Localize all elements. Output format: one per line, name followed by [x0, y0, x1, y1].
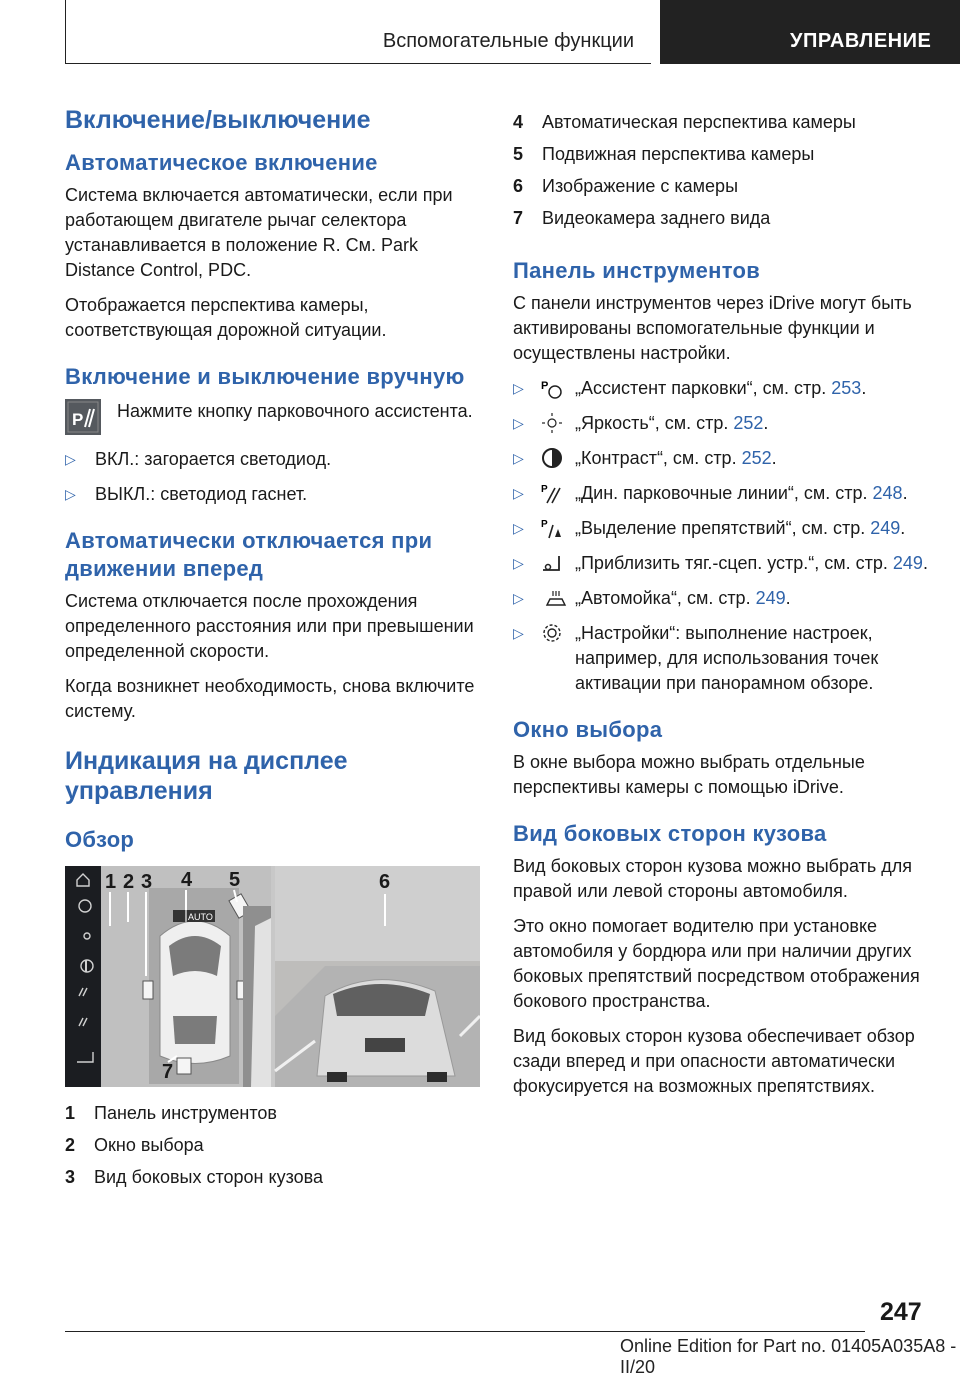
list-item: ▷ ВКЛ.: загорается светодиод.: [65, 447, 480, 472]
paragraph-auto-on-2: Отображается перспектива камеры, соответствующая дорожной ситуации.: [65, 295, 387, 340]
auto-badge: AUTO: [188, 912, 213, 922]
triangle-bullet-icon: ▷: [513, 590, 524, 606]
triangle-bullet-icon: ▷: [513, 520, 524, 536]
callout-3: 3: [141, 871, 153, 893]
list-item: 2 Окно выбора: [65, 1135, 204, 1155]
svg-text:P: P: [541, 380, 549, 392]
triangle-bullet-icon: ▷: [513, 450, 524, 466]
heading-toolbar: Панель инструментов: [513, 258, 761, 283]
list-item: ▷ P „Выделение препятствий“, см. стр. 249.: [513, 516, 928, 541]
list-item: ▷ „Автомойка“, см. стр. 249.: [513, 586, 928, 611]
list-item: ▷ P „Ассистент парковки“, см. стр. 253.: [513, 376, 928, 401]
figure-legend-right: [513, 110, 928, 231]
list-item: ▷ „Контраст“, см. стр. 252.: [513, 446, 928, 471]
park-assist-button-icon: [65, 399, 101, 435]
triangle-bullet-icon: ▷: [65, 486, 76, 502]
triangle-bullet-icon: ▷: [513, 555, 524, 571]
callout-4: 4: [181, 869, 193, 891]
list-item: 7 Видеокамера заднего вида: [513, 208, 771, 228]
parking-assistant-icon: [541, 377, 563, 399]
triangle-bullet-icon: ▷: [513, 415, 524, 431]
paragraph-auto-off-1: Система отключается после прохождения определенного расстояния или при превышении определенной скорости.: [65, 591, 474, 661]
svg-text:P: P: [72, 410, 84, 429]
list-item: ▷ „Яркость“, см. стр. 252.: [513, 411, 928, 436]
paragraph-side-2: Это окно помогает водителю при установке автомобиля у бордюра или при наличии других боковых препятствий посредством отображения бокового пространства.: [513, 916, 920, 1011]
list-item: ▷ „Настройки“: выполнение настроек, например, для использования точек активации при панорамном обзоре.: [513, 623, 879, 693]
footer-rule: [65, 1331, 865, 1332]
callout-6: 6: [379, 871, 391, 893]
page-number: 247: [880, 1298, 922, 1326]
right-column: [513, 110, 928, 1109]
trailer-hitch-icon: [541, 552, 563, 574]
callout-1: 1: [105, 871, 117, 893]
heading-auto-off: Автоматически отключается при движении вперед: [65, 528, 433, 581]
edition-note: Online Edition for Part no. 01405A035A8 - II/20: [620, 1336, 957, 1377]
triangle-bullet-icon: ▷: [65, 451, 76, 467]
header-section-title: Вспомогательные функции: [382, 30, 634, 52]
heading-on-off: Включение/выключение: [65, 106, 371, 134]
car-wash-icon: [541, 587, 571, 609]
heading-side-view: Вид боковых сторон кузова: [513, 821, 827, 846]
brightness-icon: [541, 412, 563, 434]
callout-5: 5: [229, 869, 241, 891]
list-item: ▷ ВЫКЛ.: светодиод гаснет.: [65, 482, 480, 507]
paragraph-side-3: Вид боковых сторон кузова обеспечивает обзор сзади вперед и при опасности автоматически фокусируется на возможных препятствиях.: [513, 1026, 915, 1096]
header-chapter: [660, 0, 960, 64]
contrast-icon: [541, 447, 563, 469]
header-rule-bottom: [65, 63, 651, 64]
figure-legend-left: [65, 1101, 480, 1190]
callout-7: 7: [162, 1061, 174, 1083]
paragraph-selection: В окне выбора можно выбрать отдельные перспективы камеры с помощью iDrive.: [513, 752, 865, 797]
header-chapter-title: УПРАВЛЕНИЕ: [790, 30, 932, 52]
heading-display: Индикация на дисплее управления: [65, 747, 348, 805]
list-item: ▷ P „Дин. парковочные линии“, см. стр. 248.: [513, 481, 928, 506]
parking-lines-icon: [541, 482, 563, 504]
settings-gear-icon: [541, 622, 563, 644]
svg-text:P: P: [541, 519, 548, 530]
svg-text:P: P: [541, 484, 548, 495]
obstacle-icon: [541, 517, 563, 539]
paragraph-toolbar: С панели инструментов через iDrive могут быть активированы вспомогательные функции и осуществлены настройки.: [513, 293, 912, 363]
triangle-bullet-icon: ▷: [513, 380, 524, 396]
paragraph-auto-off-2: Когда возникнет необходимость, снова включите систему.: [65, 676, 475, 721]
list-item: 3 Вид боковых сторон кузова: [65, 1167, 323, 1187]
paragraph-auto-on-1: Система включается автоматически, если при работающем двигателе рычаг селектора устанавливается в положение R. См. Park Distance Control, PDC.: [65, 185, 453, 280]
heading-manual: Включение и выключение вручную: [65, 364, 465, 389]
toolbar-items: [513, 376, 928, 696]
callout-2: 2: [123, 871, 135, 893]
list-item: 6 Изображение с камеры: [513, 176, 739, 196]
left-column: [65, 100, 480, 1197]
list-item: 1 Панель инструментов: [65, 1103, 277, 1123]
on-off-bullets: [65, 447, 480, 507]
header-section: [66, 0, 648, 62]
heading-auto-on: Автоматическое включение: [65, 150, 378, 175]
list-item: 4 Автоматическая перспектива камеры: [513, 112, 856, 132]
list-item: 5 Подвижная перспектива камеры: [513, 144, 815, 164]
paragraph-side-1: Вид боковых сторон кузова можно выбрать для правой или левой стороны автомобиля.: [513, 856, 912, 901]
manual-instruction: [65, 399, 480, 435]
heading-overview: Обзор: [65, 827, 135, 852]
triangle-bullet-icon: ▷: [513, 625, 524, 641]
camera-display-figure: [65, 866, 480, 1087]
list-item: ▷ „Приблизить тяг.-сцеп. устр.“, см. стр. 249.: [513, 551, 928, 576]
triangle-bullet-icon: ▷: [513, 485, 524, 501]
heading-selection: Окно выбора: [513, 717, 663, 742]
paragraph-manual: Нажмите кнопку парковочного ассистента.: [117, 401, 473, 421]
